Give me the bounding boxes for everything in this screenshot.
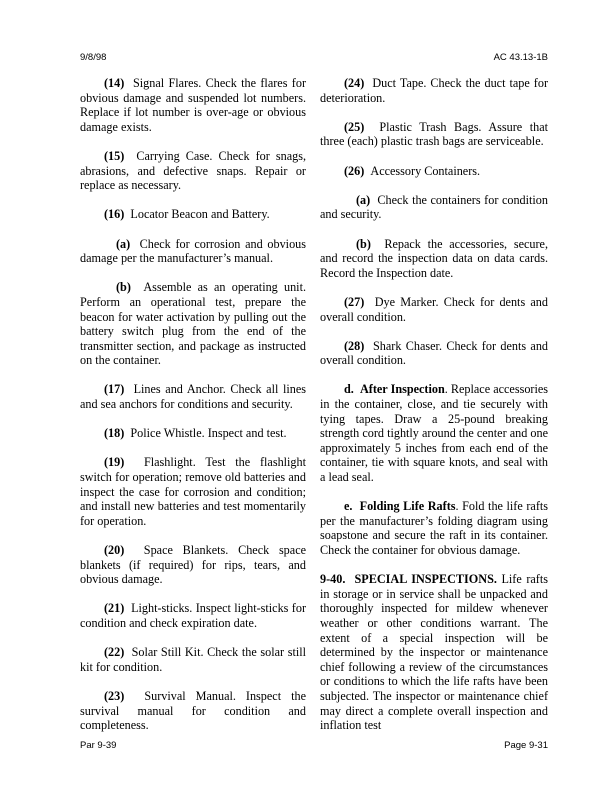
paragraph-text: . Replace accessories in the container, close, and tie securely with tying tapes. Draw a 25-pound breaking strength cord tightly around the center and one approximately 5 inches from each end of the container, tie with square knots, and seal with a lead seal.: [320, 382, 549, 485]
paragraph-26: [320, 164, 548, 179]
paragraph-text: Accessory Containers.: [370, 163, 481, 178]
item-number: (b): [356, 236, 371, 251]
item-number: (a): [356, 192, 371, 207]
item-number: d.: [344, 382, 354, 397]
paragraph-text: Signal Flares. Check the flares for obvious damage and suspended lot numbers. Replace if lot number is over-age or obvious damage exists.: [80, 76, 306, 134]
paragraph-19: [80, 455, 306, 528]
paragraph-text: Space Blankets. Check space blankets (if required) for rips, tears, and obvious damage.: [80, 543, 307, 587]
item-number: (a): [116, 236, 131, 251]
paragraph-text: Lines and Anchor. Check all lines and sea anchors for conditions and security.: [80, 382, 306, 412]
paragraph-text: Light-sticks. Inspect light-sticks for condition and check expiration date.: [80, 601, 307, 630]
paragraph-text: Check the containers for condition and security.: [320, 192, 548, 222]
paragraph-text: Locator Beacon and Battery.: [130, 207, 270, 222]
item-number: (27): [344, 294, 365, 309]
paragraph-23: [80, 689, 306, 733]
paragraph-text: Shark Chaser. Check for dents and overall condition.: [320, 338, 549, 368]
item-number: (24): [344, 76, 365, 90]
paragraph-22: [80, 645, 306, 674]
item-number: (21): [104, 601, 125, 616]
paragraph-20: [80, 543, 306, 587]
paragraph-text: Assemble as an operating unit. Perform an operational test, prepare the beacon for water activation by pulling out the battery switch plug from the end of the transmitter section, and package as instructed on the container.: [80, 280, 306, 368]
paragraph-title: SPECIAL INSPECTIONS.: [354, 572, 497, 587]
footer-par: Par 9-39: [80, 740, 117, 751]
header-doc-id: AC 43.13-1B: [493, 52, 548, 63]
item-number: (18): [104, 426, 125, 441]
item-number: (26): [344, 163, 365, 178]
paragraph-15: [80, 149, 306, 193]
paragraph-e: [320, 499, 548, 557]
paragraph-17: [80, 382, 306, 411]
paragraph-text: Life rafts in storage or in service shall be unpacked and thoroughly inspected for mildew whenever weather or other conditions warrant. The extent of a special inspection will be determined by the inspector or maintenance chief following a review of the circumstances or conditions to which the life rafts have been subjected. The inspector or maintenance chief may direct a complete overall inspection and inflation test: [320, 572, 548, 733]
item-number: e.: [344, 499, 353, 514]
paragraph-16: [80, 207, 306, 222]
paragraph-26a: [320, 193, 548, 222]
paragraph-14: [80, 76, 306, 134]
paragraph-18: [80, 426, 306, 441]
paragraph-title: After Inspection: [359, 382, 445, 397]
paragraph-text: Carrying Case. Check for snags, abrasions, and defective snaps. Repair or replace as necessary.: [80, 148, 306, 193]
item-number: (28): [344, 338, 365, 353]
footer-page-number: Page 9-31: [504, 740, 548, 751]
paragraph-28: [320, 339, 548, 368]
paragraph-24: [320, 76, 548, 105]
paragraph-d: [320, 382, 548, 484]
paragraph-text: Plastic Trash Bags. Assure that three (each) plastic trash bags are serviceable.: [320, 119, 548, 149]
item-number: 9-40.: [320, 572, 346, 587]
paragraph-text: Survival Manual. Inspect the survival manual for condition and completeness.: [80, 688, 306, 733]
item-number: (17): [104, 382, 125, 397]
left-column: [80, 76, 306, 747]
paragraph-21: [80, 601, 306, 630]
paragraph-text: Solar Still Kit. Check the solar still kit for condition.: [80, 645, 307, 674]
paragraph-26b: [320, 237, 548, 281]
item-number: (23): [104, 688, 125, 703]
paragraph-text: Repack the accessories, secure, and record the inspection data on data cards. Record the Inspection date.: [320, 236, 548, 280]
paragraph-16a: [80, 237, 306, 266]
item-number: (b): [116, 280, 131, 295]
paragraph-25: [320, 120, 548, 149]
item-number: (15): [104, 148, 125, 163]
paragraph-16b: [80, 280, 306, 368]
paragraph-text: Dye Marker. Check for dents and overall condition.: [320, 294, 548, 324]
paragraph-text: . Fold the life rafts per the manufacturer’s folding diagram using soapstone and secure the raft in its container. Check the container for obvious damage.: [320, 499, 549, 557]
header-date: 9/8/98: [80, 52, 107, 63]
item-number: (16): [104, 207, 125, 222]
paragraph-9-40: [320, 572, 548, 733]
paragraph-text: Flashlight. Test the flashlight switch for operation; remove old batteries and inspect the case for corrosion and condition; and install new batteries and test momentarily for operation.: [80, 455, 307, 528]
item-number: (25): [344, 119, 365, 134]
right-column: [320, 76, 548, 747]
paragraph-text: Police Whistle. Inspect and test.: [130, 426, 287, 441]
paragraph-text: Check for corrosion and obvious damage per the manufacturer’s manual.: [80, 236, 306, 266]
item-number: (22): [104, 645, 125, 660]
paragraph-27: [320, 295, 548, 324]
item-number: (14): [104, 76, 125, 90]
item-number: (20): [104, 543, 125, 557]
paragraph-text: Duct Tape. Check the duct tape for deterioration.: [320, 76, 549, 105]
item-number: (19): [104, 455, 125, 470]
paragraph-title: Folding Life Rafts: [359, 499, 456, 514]
